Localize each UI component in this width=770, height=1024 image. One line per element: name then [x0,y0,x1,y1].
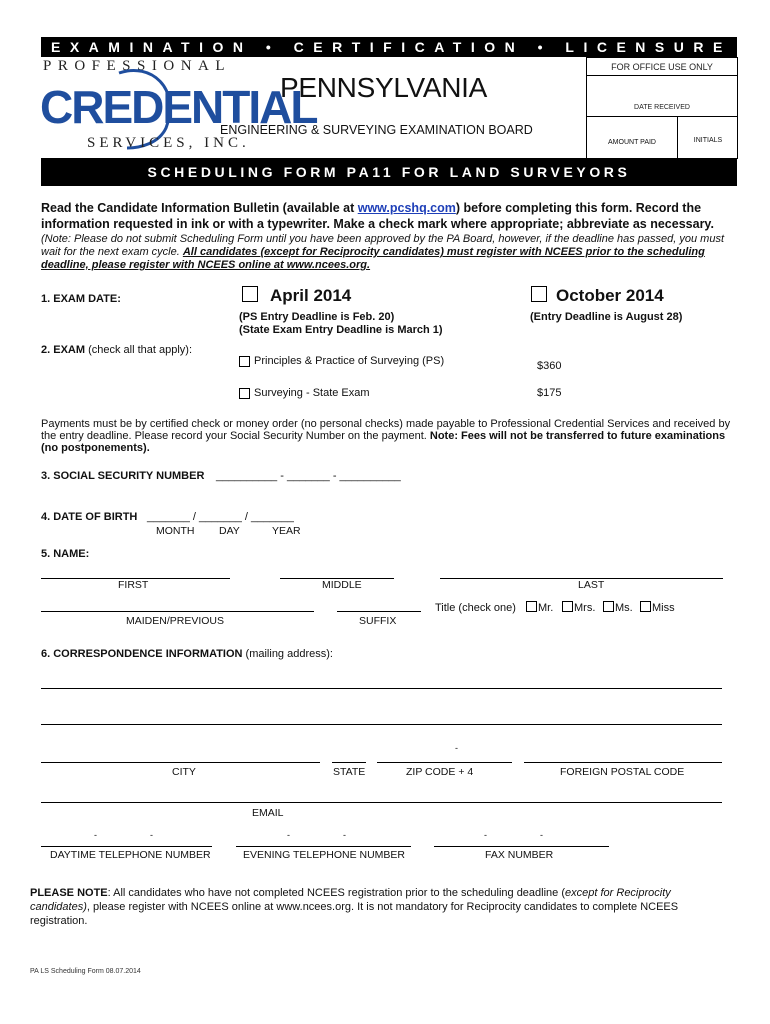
top-banner: EXAMINATION • CERTIFICATION • LICENSURE [41,37,737,57]
dob-year-label: YEAR [272,525,301,537]
exam-date-label: 1. EXAM DATE: [41,293,121,305]
amount-paid-label: AMOUNT PAID [608,139,656,146]
fax-label: FAX NUMBER [485,849,554,861]
state-exam-fee: $175 [537,387,562,399]
intro-note: (Note: Please do not submit Scheduling Form until you have been approved by the PA Board, however, if the deadline has passed, you must wait for the next exam cycle. All candidates (except for Reciprocity candidates) must register with NCEES prior to the scheduling deadline, please register with NCEES online at www.ncees.org. [41,233,725,271]
day-phone-field[interactable] [41,846,212,847]
state-exam-checkbox[interactable] [239,388,250,399]
october-checkbox[interactable] [531,286,547,302]
suffix-label: SUFFIX [359,615,397,627]
pcshq-link[interactable]: www.pcshq.com [357,201,456,215]
ssn-label: 3. SOCIAL SECURITY NUMBER [41,470,205,482]
title-mrs-label: Mrs. [574,602,596,614]
please-note: PLEASE NOTE: All candidates who have not completed NCEES registration prior to the scheduling deadline (except for Reciprocity candidates), please register with NCEES online at www.ncees.org. It is not mandatory for Reciprocity candidates to complete NCEES registration. [30,887,679,927]
zip-label: ZIP CODE + 4 [406,766,474,778]
last-name-label: LAST [578,579,605,591]
date-received-label: DATE RECEIVED [634,104,690,111]
ps-checkbox[interactable] [239,356,250,367]
maiden-name-label: MAIDEN/PREVIOUS [126,615,225,627]
fax-field[interactable] [434,846,609,847]
middle-name-label: MIDDLE [322,579,362,591]
city-field[interactable] [41,762,320,763]
april-option: April 2014 [270,286,352,305]
title-miss-checkbox[interactable] [640,601,651,612]
april-deadline-2: (State Exam Entry Deadline is March 1) [239,324,443,336]
suffix-field[interactable] [337,611,421,612]
zip-field[interactable] [377,762,512,763]
form-footer: PA LS Scheduling Form 08.07.2014 [30,968,141,975]
address-line-2[interactable] [41,724,722,725]
email-label: EMAIL [252,807,284,819]
title-ms-checkbox[interactable] [603,601,614,612]
title-ms-label: Ms. [615,602,633,614]
name-label: 5. NAME: [41,548,90,560]
logo-line-1: PROFESSIONAL [43,58,232,74]
correspondence-label: 6. CORRESPONDENCE INFORMATION (mailing address): [41,648,333,660]
april-deadline-1: (PS Entry Deadline is Feb. 20) [239,311,395,323]
title-mrs-checkbox[interactable] [562,601,573,612]
dob-day-label: DAY [219,525,240,537]
ps-exam-fee: $360 [537,360,562,372]
email-field[interactable] [41,802,722,803]
maiden-name-field[interactable] [41,611,314,612]
office-use-title: FOR OFFICE USE ONLY [611,62,713,72]
title-mr-checkbox[interactable] [526,601,537,612]
foreign-postal-label: FOREIGN POSTAL CODE [560,766,685,778]
address-line-1[interactable] [41,688,722,689]
dob-field[interactable]: _______ / _______ / _______ [147,511,294,523]
logo-line-2: CREDENTIAL [40,81,317,133]
evening-phone-label: EVENING TELEPHONE NUMBER [243,849,406,861]
title-mr-label: Mr. [538,602,554,614]
dob-label: 4. DATE OF BIRTH [41,511,138,523]
ssn-field[interactable]: __________ - _______ - __________ [216,470,401,482]
city-label: CITY [172,766,196,778]
title-label: Title (check one) [435,602,516,614]
first-name-label: FIRST [118,579,149,591]
state-exam-name: Surveying - State Exam [254,387,370,399]
october-option: October 2014 [556,286,664,305]
state-field[interactable] [332,762,366,763]
foreign-postal-field[interactable] [524,762,722,763]
board-name: ENGINEERING & SURVEYING EXAMINATION BOARD [220,123,533,137]
initials-label: INITIALS [693,137,723,144]
october-deadline: (Entry Deadline is August 28) [530,311,683,323]
logo [40,58,317,156]
dob-month-label: MONTH [156,525,195,537]
logo-line-3: SERVICES, INC. [87,135,250,151]
state-title: PENNSYLVANIA [280,72,487,103]
day-phone-label: DAYTIME TELEPHONE NUMBER [50,849,211,861]
evening-phone-field[interactable] [236,846,411,847]
office-use-box [586,57,738,159]
exam-label: 2. EXAM (check all that apply): [41,344,193,356]
april-checkbox[interactable] [242,286,258,302]
form-title: SCHEDULING FORM PA11 FOR LAND SURVEYORS [41,158,737,186]
ps-exam-name: Principles & Practice of Surveying (PS) [254,355,445,367]
zip-separator: - [455,743,458,753]
state-label: STATE [333,766,366,778]
title-miss-label: Miss [652,602,675,614]
payment-info: Payments must be by certified check or money order (no personal checks) made payable to Professional Credential Services and received by the entry deadline. Please record your Social Security Number on the payment. Note: Fees will not be transferred to future examinations (no postponements). [41,418,731,454]
intro-text: Read the Candidate Information Bulletin (available at www.pcshq.com) before completing this form. Record the information requested in ink or with a typewriter. Make a check mark where appropriate; abbreviate as necessary. [41,201,714,231]
